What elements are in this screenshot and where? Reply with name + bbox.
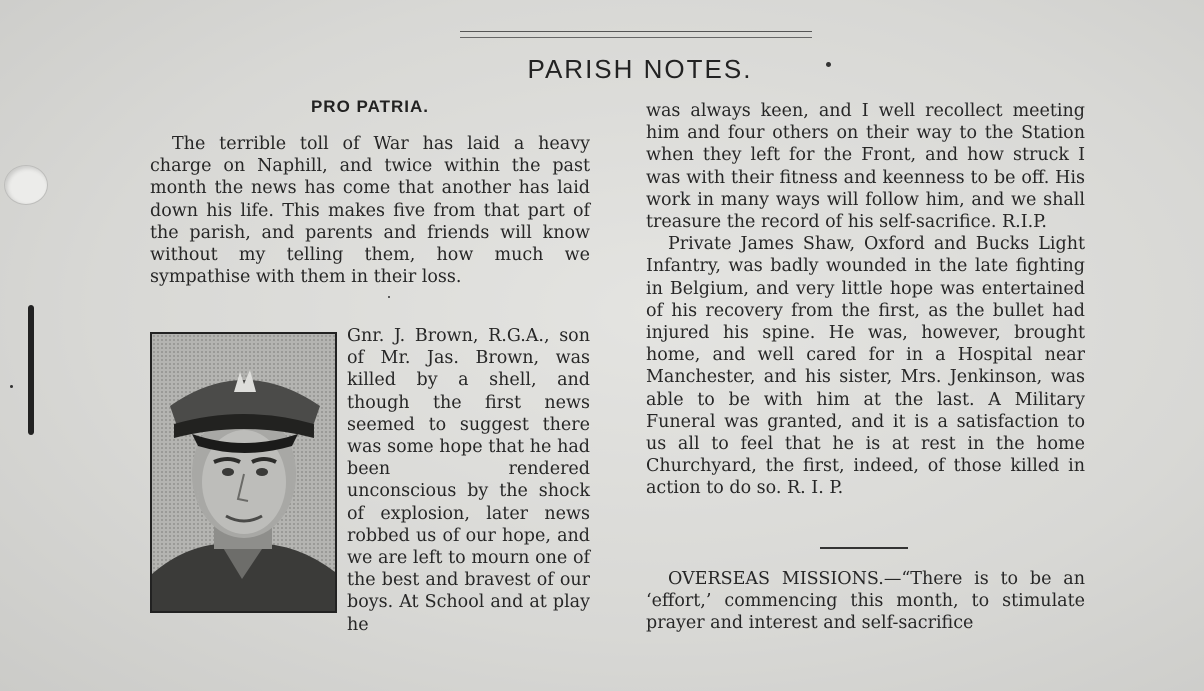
punch-hole — [4, 165, 48, 205]
ink-speck — [10, 385, 13, 388]
right-column — [646, 100, 1085, 500]
shaw-text: Private James Shaw, Oxford and Bucks Light Infantry, was badly wounded in the late fighting in Belgium, and very little hope was entertained of his recovery from the first, as the bullet had injured his spine. He was, however, brought home, and well cared for in a Hospital near Manchester, and his sister, Mrs. Jenkinson, was able to be with him at the last. A Military Funeral was granted, and it is a satisfaction to us all to feel that he is at rest in the home Churchyard, the first, indeed, of those killed in action to do so. R. I. P. — [646, 234, 1085, 499]
soldier-portrait-icon — [152, 334, 335, 611]
intro-paragraph — [150, 133, 590, 288]
intro-text: The terrible toll of War has laid a heavy charge on Naphill, and twice within the past month the news has come that another has laid down his life. This makes five from that part of the parish, and parents and friends will know without my telling them, how much we sympathise with them in their loss. — [150, 134, 590, 288]
page-title: PARISH NOTES. — [527, 54, 753, 84]
header-rule — [460, 31, 812, 38]
brown-continued-text: was always keen, and I well recollect meeting him and four others on their way to the Station when they left for the Front, and how struck I was with their fitness and keenness to be off. His work in many ways will follow him, and we shall treasure the record of his self-sacrifice. R.I.P. — [646, 101, 1085, 233]
brown-paragraph — [347, 325, 590, 636]
overseas-text: OVERSEAS MISSIONS.—“There is to be an ‘effort,’ commencing this month, to stimulate prayer and interest and self-sacrifice — [646, 569, 1085, 634]
brown-text: Gnr. J. Brown, R.G.A., son of Mr. Jas. Brown, was killed by a shell, and though the first news seemed to suggest there was some hope that he had been rendered unconscious by the shock of explosion, later news robbed us of our hope, and we are left to mourn one of the best and bravest of our boys. At School and at play he — [347, 326, 590, 635]
ink-speck — [388, 296, 390, 298]
soldier-portrait — [150, 332, 337, 613]
binding-mark — [28, 305, 34, 435]
article-heading: PRO PATRIA. — [310, 97, 430, 116]
overseas-missions-paragraph — [646, 568, 1085, 635]
section-divider — [820, 547, 908, 549]
